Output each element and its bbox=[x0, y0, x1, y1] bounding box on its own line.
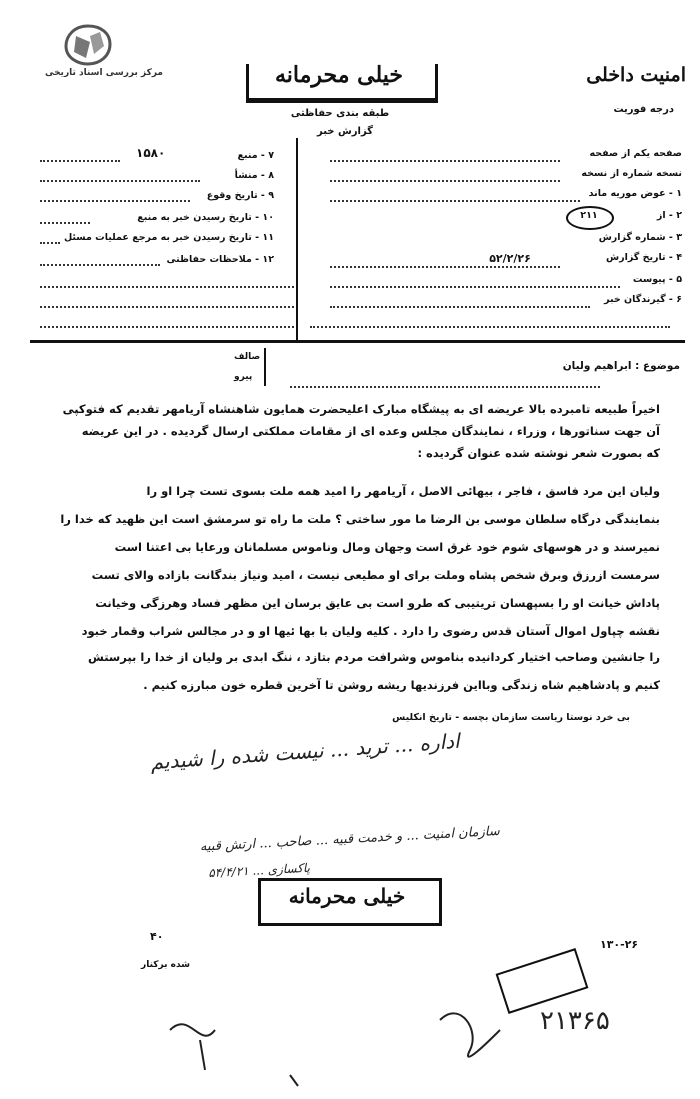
report-date: ۵۲/۲/۲۶ bbox=[489, 252, 531, 265]
body-line-1: اخیراً طبیعه تامبرده بالا عریضه ای به پیشگاه مبارک اعلیحضرت همایون شاهنشاه آریامهر تقدیم که فتوکپی bbox=[62, 402, 660, 416]
subject-line: موضوع : ابراهیم ولیان bbox=[562, 360, 680, 372]
ldots-7 bbox=[40, 286, 294, 288]
subject-dots bbox=[290, 386, 600, 388]
side-label-bottom: پیرو bbox=[234, 372, 253, 382]
body-line-5: بنمایندگی درگاه سلطان موسی بن الرضا ما مور ساختی ؟ ملت ما راه تو سرمشق است این ظهید که خدا را bbox=[60, 512, 660, 526]
body-line-4: ولیان این مرد فاسق ، فاجر ، بیهائی الاصل ، آریامهر را امید همه ملت بسوی تست چرا او را bbox=[146, 484, 660, 498]
field-8: ۸ - منشأ bbox=[234, 170, 274, 181]
field-3: ۳ - شماره گزارش bbox=[598, 232, 682, 243]
body-line-9: نقشه چپاول اموال آستان قدس رضوی را دارد . کلیه ولیان با بها ئیها او و در مجالس شراب وقمار خبود bbox=[81, 624, 660, 638]
ldots-5 bbox=[40, 242, 60, 244]
body-line-10: را جانشین وصاحب اختیار کردانیده بناموس وشرافت مردم بتازد ، ننگ ابدی بر ولیان از خدا را بپرستش bbox=[87, 650, 660, 664]
field-10: ۱۰ - تاریخ رسیدن خبر به منبع bbox=[137, 212, 274, 223]
field-7: ۷ - منبع bbox=[237, 150, 274, 161]
field-5: ۵ - پیوست bbox=[632, 274, 682, 285]
column-divider bbox=[296, 138, 298, 343]
ldots-4 bbox=[40, 222, 90, 224]
field-1: ۱ - عوض موریه ماند bbox=[588, 188, 682, 199]
dots-1 bbox=[330, 160, 560, 162]
side-label-top: صالف bbox=[234, 352, 261, 362]
source-number: ۱۵۸۰ bbox=[136, 146, 166, 160]
archive-logo-icon bbox=[64, 24, 112, 66]
ldots-3 bbox=[40, 200, 190, 202]
field-9: ۹ - تاریخ وقوع bbox=[206, 190, 274, 201]
dots-2 bbox=[330, 180, 560, 182]
report-number: ۲۱۱ bbox=[580, 210, 598, 221]
dots-3 bbox=[330, 200, 580, 202]
urgency-label: درجه فوریت bbox=[613, 104, 674, 115]
corner-handwriting: ۲۱۳۶۵ bbox=[540, 1006, 610, 1036]
handwritten-note-1: اداره ... ترید ... نیست شده را شیدیم bbox=[149, 728, 461, 775]
body-line-3: که بصورت شعر نوشته شده عنوان گردیده : bbox=[417, 446, 660, 460]
body-line-8: پاداش خیانت او را بسپهسان تریتیبی که طرو است بی عایق برسان این مظهر فساد وهرزگی وخیانت bbox=[95, 596, 660, 610]
body-line-7: سرمست ازرزق وبرق شخص پشاه وملت برای او مطیعی نیست ، امید ونیاز بندگانت بازاده والای تست bbox=[91, 568, 660, 582]
scribble-marks bbox=[0, 990, 700, 1090]
field-copy: نسخه شماره از نسخه bbox=[581, 168, 682, 179]
body-line-6: نمیرسند و در هوسهای شوم خود غرق است وجهان ومال وناموس مسلمانان ورعایا بی اعتنا است bbox=[114, 540, 660, 554]
field-page: صفحه یکم از صفحه bbox=[589, 148, 682, 159]
handwritten-note-2: سازمان امنیت ... و خدمت قبیه ... صاحب ... ارتش قبیه bbox=[199, 823, 501, 855]
header-rule bbox=[30, 340, 685, 343]
ldots-1 bbox=[40, 160, 120, 162]
dots-4 bbox=[330, 266, 560, 268]
small-label-2: شده برکنار bbox=[141, 960, 190, 970]
body-line-2: آن جهت سناتورها ، وزراء ، نمایندگان مجلس وعده ای از مقامات مملکتی ارسال گردیده . در این عریضه bbox=[81, 424, 660, 438]
field-6: ۶ - گیرندگان خبر bbox=[604, 294, 682, 305]
dots-7 bbox=[310, 326, 670, 328]
ldots-9 bbox=[40, 326, 294, 328]
report-type-label: گزارش خبر bbox=[316, 126, 373, 137]
security-class-label: طبقه بندی حفاظتی bbox=[290, 108, 390, 119]
field-11: ۱۱ - تاریخ رسیدن خبر به مرجع عملیات مسئل bbox=[63, 232, 274, 243]
ldots-2 bbox=[40, 180, 200, 182]
archive-logo bbox=[44, 24, 164, 88]
dots-5 bbox=[330, 286, 620, 288]
ldots-8 bbox=[40, 306, 294, 308]
org-name: امنیت داخلی bbox=[586, 64, 686, 86]
page-code: ۱۳۰-۲۶ bbox=[600, 938, 639, 951]
ldots-6 bbox=[40, 264, 160, 266]
handwritten-note-3: پاکسازی ... ۵۴/۴/۲۱ bbox=[207, 860, 311, 881]
archive-logo-text: مرکز بررسی اسناد تاریخی bbox=[44, 68, 164, 78]
field-4: ۴ - تاریخ گزارش bbox=[606, 252, 682, 263]
confidential-stamp: خیلی محرمانه bbox=[288, 884, 406, 908]
field-2: ۲ - از bbox=[656, 210, 682, 221]
small-label-1: ۴۰ bbox=[150, 930, 164, 943]
dots-6 bbox=[330, 306, 590, 308]
field-12: ۱۲ - ملاحظات حفاظتی bbox=[166, 254, 274, 265]
document-title: خیلی محرمانه bbox=[274, 62, 404, 88]
side-box bbox=[228, 348, 266, 386]
signature-line: بی خرد نوستا ریاست سازمان بچسه - تاریخ انکلیس bbox=[392, 712, 630, 723]
body-line-11: کنیم و پادشاهیم شاه زندگی وبااین فرزندیها ریشه روشن تا آخرین قطره خون مبارزه کنیم . bbox=[143, 678, 660, 692]
